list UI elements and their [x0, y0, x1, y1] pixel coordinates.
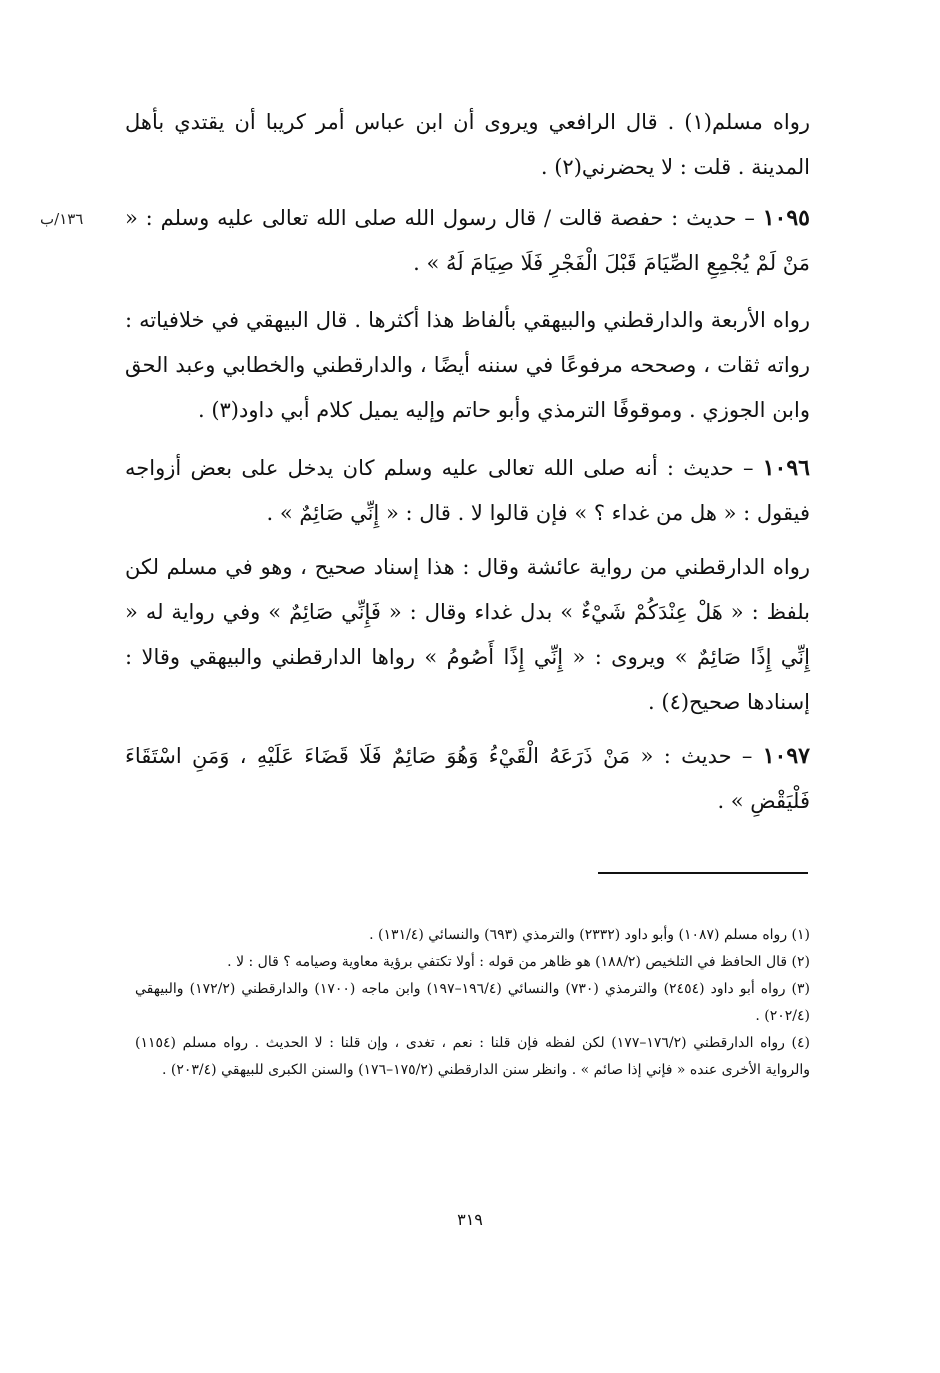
hadith-1096	[125, 446, 810, 536]
hadith-number: ١٠٩٧	[762, 743, 810, 769]
paragraph-5	[125, 545, 810, 725]
hadith-1097	[125, 734, 810, 824]
footnotes	[135, 922, 810, 1084]
hadith-number: ١٠٩٥	[762, 205, 810, 231]
paragraph-3	[125, 298, 810, 433]
page-number: ٣١٩	[457, 1210, 483, 1229]
hadith-1095	[125, 196, 810, 286]
footnote-3: (٣) رواه أبو داود (٢٤٥٤) والترمذي (٧٣٠) والنسائي (١٩٦/٤–١٩٧) وابن ماجه (١٧٠٠) والدارقطني (١٧٢/٢) والبيهقي (٢٠٢/٤) .	[135, 981, 811, 1024]
paragraph-text: رواه الدارقطني من رواية عائشة وقال : هذا إسناد صحيح ، وهو في مسلم لكن بلفظ : « هَلْ عِنْدَكُمْ شَيْءٌ » بدل غداء وقال : « فَإِنِّي صَائِمٌ » وفي رواية له « إِنِّي إِذًا صَائِمٌ » ويروى : « إِنِّي إِذًا أَصُومُ » رواها الدارقطني والبيهقي وقالا : إسنادها صحيح(٤) .	[125, 555, 810, 714]
footnote-2: (٢) قال الحافظ في التلخيص (١٨٨/٢) هو ظاهر من قوله : أولا تكتفي برؤية معاوية وصيامه ؟ قال : لا .	[227, 954, 810, 970]
hadith-number: ١٠٩٦	[762, 455, 810, 481]
hadith-text: – حديث : « مَنْ ذَرَعَهُ الْقَيْءُ وَهُوَ صَائِمٌ فَلَا قَضَاءَ عَلَيْهِ ، وَمَنِ اسْتَقَاءَ فَلْيَقْضِ » .	[125, 744, 810, 813]
hadith-text: – حديث : حفصة قالت / قال رسول الله صلى الله تعالى عليه وسلم : « مَنْ لَمْ يُجْمِعِ الصِّيَامَ قَبْلَ الْفَجْرِ فَلَا صِيَامَ لَهُ » .	[125, 206, 810, 275]
paragraph-text: رواه الأربعة والدارقطني والبيهقي بألفاظ هذا أكثرها . قال البيهقي في خلافياته : رواته ثقات ، وصححه مرفوعًا في سننه أيضًا ، والدارقطني والخطابي وعبد الحق وابن الجوزي . وموقوفًا الترمذي وأبو حاتم وإليه يميل كلام أبي داود(٣) .	[125, 308, 810, 422]
hadith-text: – حديث : أنه صلى الله تعالى عليه وسلم كان يدخل على بعض أزواجه فيقول : « هل من غداء ؟ » فإن قالوا لا . قال : « إِنِّي صَائِمٌ » .	[125, 456, 810, 525]
margin-note: ١٣٦/ب	[40, 210, 84, 228]
footnote-4: (٤) رواه الدارقطني (١٧٦/٢–١٧٧) لكن لفظه فإن قلنا : نعم ، تغدى ، وإن قلنا : لا الحديث . رواه مسلم (١١٥٤) والرواية الأخرى عنده « فإني إذا صائم » . وانظر سنن الدارقطني (١٧٥/٢–١٧٦) والسنن الكبرى للبيهقي (٢٠٣/٤) .	[135, 1035, 811, 1078]
footnote-divider	[598, 872, 808, 874]
paragraph-text: رواه مسلم(١) . قال الرافعي ويروى أن ابن عباس أمر كريبا أن يقتدي بأهل المدينة . قلت : لا يحضرني(٢) .	[125, 110, 810, 179]
footnote-1: (١) رواه مسلم (١٠٨٧) وأبو داود (٢٣٣٢) والترمذي (٦٩٣) والنسائي (١٣١/٤) .	[369, 927, 810, 943]
paragraph-1	[125, 100, 810, 190]
